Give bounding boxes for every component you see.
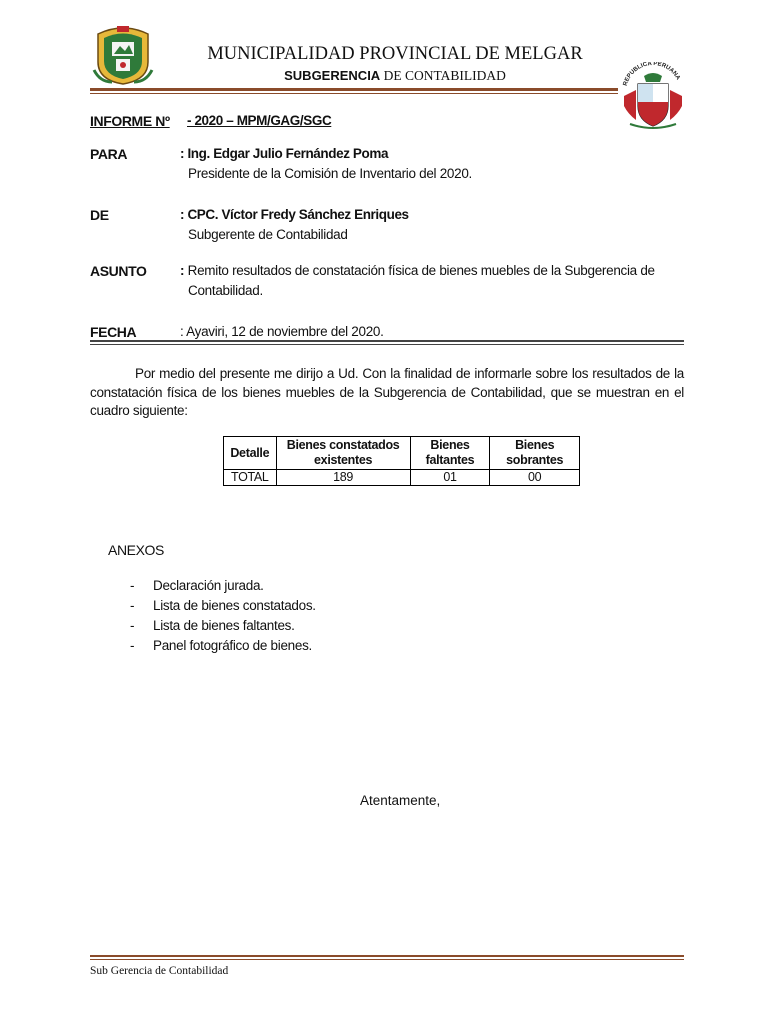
annex-item-text: Lista de bienes constatados. [153,598,316,613]
bullet-dash: - [130,638,135,653]
list-item [130,598,316,613]
header-rule-thick [90,88,618,91]
bullet-dash: - [130,578,135,593]
de-role: Subgerente de Contabilidad [188,227,348,242]
table-cell: TOTAL [224,470,277,486]
para-name: : Ing. Edgar Julio Fernández Poma [180,146,389,161]
national-seal-logo [616,62,690,130]
annex-item-text: Lista de bienes faltantes. [153,618,295,633]
closing-text: Atentamente, [360,793,441,808]
footer-rule-thin [90,959,684,960]
fecha-label: FECHA [90,324,137,340]
table-header-cell: Bienes sobrantes [490,437,580,470]
list-item [130,578,264,593]
annexes-title: ANEXOS [108,542,164,558]
table-cell: 01 [410,470,490,486]
table-header-row [224,437,580,470]
informe-value: - 2020 – MPM/GAG/SGC [187,113,332,128]
department-subtitle-rest: DE CONTABILIDAD [380,68,506,83]
memo-rule-thick [90,340,684,342]
institution-title: MUNICIPALIDAD PROVINCIAL DE MELGAR [207,44,583,64]
table-header-cell: Bienes faltantes [410,437,490,470]
bullet-dash: - [130,618,135,633]
summary-table [223,436,580,486]
body-paragraph-text: Por medio del presente me dirijo a Ud. Con la finalidad de informarle sobre los resultados de la constatación física de los bienes muebles de la Subgerencia de Contabilidad, que se muestran en el cuadro siguiente: [90,366,684,418]
table-header-cell: Bienes constatados existentes [276,437,410,470]
memo-rule-thin [90,344,684,345]
footer-rule-thick [90,955,684,957]
asunto-label: ASUNTO [90,263,147,279]
asunto-text-1: Remito resultados de constatación física de bienes muebles de la Subgerencia de [184,263,655,278]
de-label: DE [90,207,109,223]
para-role: Presidente de la Comisión de Inventario del 2020. [188,166,472,181]
asunto-line-2: Contabilidad. [188,283,263,298]
header-rule-thin [90,93,618,94]
table-header-cell: Detalle [224,437,277,470]
department-subtitle-strong: SUBGERENCIA [284,68,381,83]
informe-label: INFORME Nº [90,113,170,129]
list-item [130,638,312,653]
asunto-colon: : [180,263,185,278]
list-item [130,618,295,633]
asunto-line-1 [180,263,655,278]
table-cell: 189 [276,470,410,486]
annex-item-text: Declaración jurada. [153,578,264,593]
department-subtitle [150,68,640,84]
table-cell: 00 [490,470,580,486]
seal-text: REPUBLICA PERUANA [622,62,681,87]
municipal-crest-logo [92,24,154,86]
table-row [224,470,580,486]
fecha-value: : Ayaviri, 12 de noviembre del 2020. [180,324,384,339]
de-name: : CPC. Víctor Fredy Sánchez Enriques [180,207,409,222]
annex-item-text: Panel fotográfico de bienes. [153,638,312,653]
para-label: PARA [90,146,128,162]
footer-text: Sub Gerencia de Contabilidad [90,965,229,977]
bullet-dash: - [130,598,135,613]
body-paragraph [90,365,684,421]
